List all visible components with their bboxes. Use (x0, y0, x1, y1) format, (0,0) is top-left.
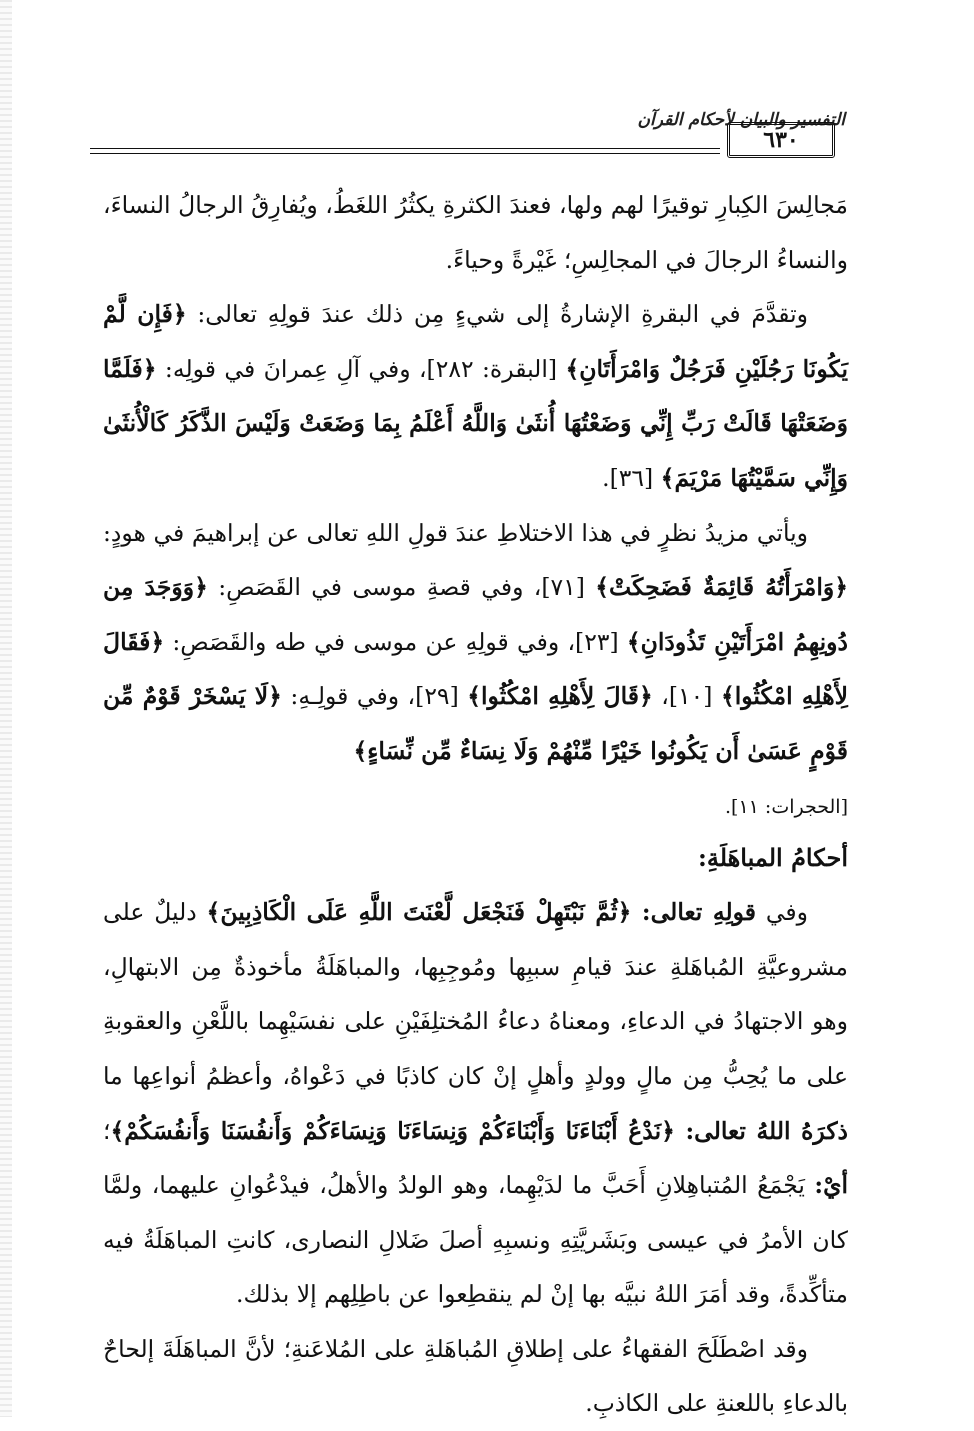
quran-verse: ﴿ثُمَّ نَبْتَهِلْ فَنَجْعَل لَّعْنَتَ اللَّهِ عَلَى الْكَاذِبِينَ﴾ (206, 898, 642, 927)
bold-text: ذكرَهُ اللهُ تعالى: (685, 1116, 849, 1145)
verse-reference: [الحجرات: ١١]. (725, 795, 848, 818)
paragraph (103, 506, 848, 779)
paragraph: وقد اصْطَلَحَ الفقهاءُ على إطلاقِ المُباهَلةِ على المُلاعَنةِ؛ لأنَّ المباهَلَةَ إلحاحٌ بالدعاءِ باللعنةِ على الكاذبِ. (103, 1334, 848, 1418)
quran-verse: ﴿وَامْرَأَتُهُ قَائِمَةٌ فَضَحِكَتْ﴾ (595, 573, 848, 602)
text: ؛ (103, 1116, 111, 1145)
quran-verse: ﴿لَا يَسْخَرْ قَوْمٌ مِّن قَوْمٍ عَسَىٰ أَن يَكُونُوا خَيْرًا مِّنْهُمْ وَلَا نِسَاءٌ مِّن نِّسَاءٍ﴾ (103, 682, 848, 765)
header-rule (90, 148, 720, 154)
section-heading: أحكامُ المباهَلَةِ: (697, 842, 848, 872)
quran-verse: ﴿وَوَجَدَ مِن دُونِهِمُ امْرَأَتَيْنِ تَذُودَانِ﴾ (103, 573, 848, 656)
page-body (103, 178, 848, 1431)
text: [٧١]، وفي قصةِ موسى في القَصَصِ: (207, 573, 596, 602)
text: [٣٦]. (602, 463, 661, 492)
page-header (90, 108, 845, 168)
bold-text: أيْ: (814, 1171, 848, 1200)
quran-verse: ﴿فَلَمَّا وَضَعَتْهَا قَالَتْ رَبِّ إِنِّي وَضَعْتُهَا أُنثَىٰ وَاللَّهُ أَعْلَمُ بِمَا وَضَعَتْ وَلَيْسَ الذَّكَرُ كَالْأُنثَىٰ وَإِنِّي سَمَّيْتُهَا مَرْيَمَ﴾ (103, 354, 848, 492)
text: وتقدَّمَ في البقرةِ الإشارةُ إلى شيءٍ مِن ذلك عندَ قولِهِ تعالى: (186, 300, 808, 329)
paragraph (103, 885, 848, 1322)
paragraph: مَجالِسَ الكِبارِ توقيرًا لهم ولها، فعندَ الكثرةِ يكثُرُ اللغَطُ، ويُفارِقُ الرجالُ النساءَ، والنساءُ الرجالَ في المجالِسِ؛ غَيْرةً وحياءً. (103, 191, 848, 274)
paragraph (103, 287, 848, 505)
text: وفي (756, 898, 809, 927)
scan-edge (0, 0, 12, 1417)
text: [البقرة: ٢٨٢]، وفي آلِ عِمرانَ في قولِه: (156, 354, 566, 383)
quran-verse: ﴿نَدْعُ أَبْنَاءَنَا وَأَبْنَاءَكُمْ وَنِسَاءَنَا وَنِسَاءَكُمْ وَأَنفُسَنَا وَأَنفُسَكُمْ﴾ (110, 1116, 686, 1145)
text: يَجْمَعُ المُتباهِلانِ أَحَبَّ ما لدَيْهِما، وهو الولدُ والأهلُ، فيدْعُوانِ عليهما، ولمَّا كان الأمرُ في عيسى وبَشَريَّتِهِ ونسبِهِ أصلَ ضَلالِ النصارى، كانتِ المباهَلَةُ فيه متأكِّدةً، وقد أمَرَ اللهُ نبيَّه بها إنْ لم ينقطِعوا عن باطِلِهم إلا بذلك. (103, 1171, 848, 1309)
text: [١٠]، (652, 682, 721, 711)
text: دليلٌ على مشروعيَّةِ المُباهَلةِ عندَ قيامِ سببِها ومُوجِبِها، والمباهَلَةُ مأخوذةٌ مِن الابتهالِ، وهو الاجتهادُ في الدعاءِ، ومعناهُ دعاءُ المُختلِفَيْنِ على نفسَيْهِما باللَّعْنِ والعقوبةِ على ما يُحِبُّ مِن مالٍ وولدٍ وأهلٍ إنْ كان كاذبًا في دَعْواهُ، وأعظمُ أنواعِها ما (103, 898, 848, 1090)
quran-verse: ﴿فَإِن لَّمْ يَكُونَا رَجُلَيْنِ فَرَجُلٌ وَامْرَأَتَانِ﴾ (103, 300, 848, 383)
book-title: التفسير والبيان لأحكام القرآن (637, 110, 845, 130)
bold-text: قولِهِ تعالى: (641, 898, 757, 927)
quran-verse: ﴿قَالَ لِأَهْلِهِ امْكُثُوا﴾ (467, 682, 653, 711)
quran-verse: ﴿فَقَالَ لِأَهْلِهِ امْكُثُوا﴾ (103, 627, 848, 711)
page-number: ٦٣٠ (727, 122, 835, 158)
text: ويأتي مزيدُ نظرٍ في هذا الاختلاطِ عندَ قولِ اللهِ تعالى عن إبراهيمَ في هودٍ: (103, 518, 808, 547)
text: [٢٩]، وفي قولِـهِ: (281, 682, 468, 711)
text: [٢٣]، وفي قولِهِ عن موسى في طه والقَصَصِ: (164, 627, 627, 656)
